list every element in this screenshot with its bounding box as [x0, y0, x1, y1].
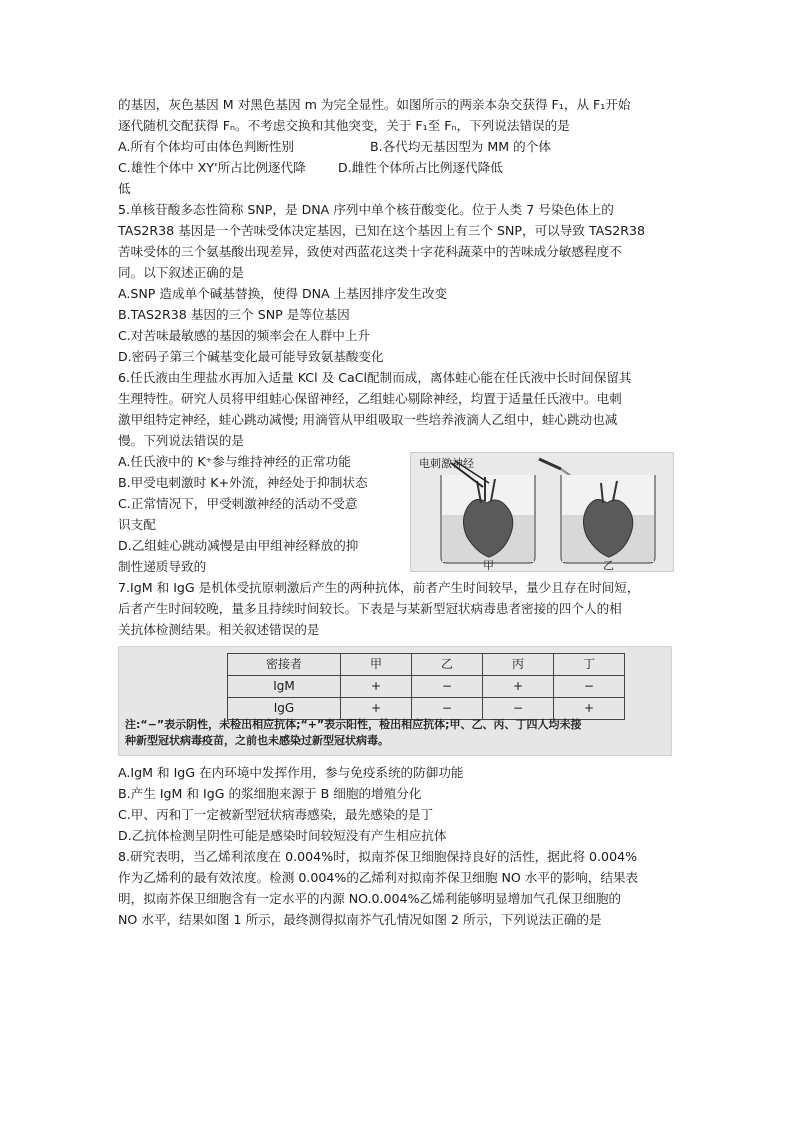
q7-option-c: C.甲、丙和丁一定被新型冠状病毒感染，最先感染的是丁 — [118, 807, 434, 822]
table-cell: + — [483, 676, 554, 698]
table-cell: IgG — [228, 698, 341, 720]
table-header-cell: 密接者 — [228, 654, 341, 676]
table-cell: − — [412, 698, 483, 720]
q4-stem-line2: 逐代随机交配获得 Fₙ。不考虑交换和其他突变，关于 F₁至 Fₙ，下列说法错误的是 — [118, 118, 570, 133]
q6-options — [118, 430, 400, 577]
q6-option-b: B.甲受电刺激时 K+外流，神经处于抑制状态 — [118, 475, 368, 490]
table-cell: − — [412, 676, 483, 698]
fig-label-yi: 乙 — [603, 559, 614, 571]
table-header-cell: 丙 — [483, 654, 554, 676]
table-cell: IgM — [228, 676, 341, 698]
q4-options-row2 — [118, 157, 680, 199]
table-header-cell: 丁 — [554, 654, 625, 676]
table-row — [228, 676, 625, 698]
table-note — [125, 717, 665, 749]
table-note-line2: 种新型冠状病毒疫苗，之前也未感染过新型冠状病毒。 — [125, 734, 389, 747]
table-header-cell: 乙 — [412, 654, 483, 676]
q5-option-c: C.对苦味最敏感的基因的频率会在人群中上升 — [118, 328, 371, 343]
table-header-row — [228, 654, 625, 676]
q8-line2: 作为乙烯利的最有效浓度。检测 0.004%的乙烯利对拟南芥保卫细胞 NO 水平的影响，结果表 — [118, 870, 639, 885]
q6-option-c-line2: 识支配 — [118, 517, 156, 532]
q6-line3: 激甲组特定神经，蛙心跳动减慢; 用滴管从甲组吸取一些培养液滴人乙组中，蛙心跳动也减 — [118, 412, 618, 427]
q5-line3: 苦味受体的三个氨基酸出现差异，致使对西蓝花这类十字花科蔬菜中的苦味成分敏感程度不 — [118, 244, 622, 259]
q4-options-row1 — [118, 136, 680, 157]
q5-option-a: A.SNP 造成单个碱基替换，使得 DNA 上基因排序发生改变 — [118, 286, 448, 301]
q8-line4: NO 水平，结果如图 1 所示，最终测得拟南芥气孔情况如图 2 所示，下列说法正确的是 — [118, 912, 602, 927]
exam-page — [118, 94, 680, 930]
q6-option-d-line1: D.乙组蛙心跳动减慢是由甲组神经释放的抑 — [118, 538, 359, 553]
q5-option-d: D.密码子第三个碱基变化最可能导致氨基酸变化 — [118, 349, 384, 364]
q8-line3: 明，拟南芥保卫细胞含有一定水平的内源 NO.0.004%乙烯利能够明显增加气孔保卫细胞的 — [118, 891, 622, 906]
q5-option-b: B.TAS2R38 基因的三个 SNP 是等位基因 — [118, 307, 350, 322]
frog-heart-figure — [410, 452, 674, 572]
antibody-table — [227, 653, 625, 720]
q6-option-a: A.任氏液中的 K⁺参与维持神经的正常功能 — [118, 454, 351, 469]
q4-stem-line1: 的基因，灰色基因 M 对黑色基因 m 为完全显性。如图所示的两亲本杂交获得 F₁，从 F₁开始 — [118, 97, 631, 112]
q4-option-d: D.雌性个体所占比例逐代降低 — [338, 160, 503, 175]
q5-line1: 5.单核苷酸多态性简称 SNP，是 DNA 序列中单个核苷酸变化。位于人类 7 号染色体上的 — [118, 202, 614, 217]
q7-line1: 7.IgM 和 IgG 是机体受抗原刺激后产生的两种抗体，前者产生时间较早，量少且存在时间短， — [118, 580, 640, 595]
q6-block — [118, 430, 680, 577]
q4-option-b: B.各代均无基因型为 MM 的个体 — [370, 139, 551, 154]
table-cell: + — [341, 698, 412, 720]
table-header-cell: 甲 — [341, 654, 412, 676]
q7-option-b: B.产生 IgM 和 IgG 的浆细胞来源于 B 细胞的增殖分化 — [118, 786, 422, 801]
q8-line1: 8.研究表明，当乙烯利浓度在 0.004%时，拟南芥保卫细胞保持良好的活性，据此将 0.004% — [118, 849, 638, 864]
q4-option-a: A.所有个体均可由体色判断性别 — [118, 139, 295, 154]
q7-line3: 关抗体检测结果。相关叙述错误的是 — [118, 622, 320, 637]
q5-line2: TAS2R38 基因是一个苦味受体决定基因，已知在这个基因上有三个 SNP，可以导致 TAS2R38 — [118, 223, 646, 238]
table-cell: + — [554, 698, 625, 720]
q6-line4: 慢。下列说法错误的是 — [118, 433, 244, 448]
table-note-line1: 注:“−”表示阴性，未检出相应抗体;“+”表示阳性，检出相应抗体;甲、乙、丙、丁四人均未接 — [125, 718, 582, 731]
q6-line1: 6.任氏液由生理盐水再加入适量 KCl 及 CaCl配制而成，离体蛙心能在任氏液中长时间保留其 — [118, 370, 632, 385]
table-cell: − — [483, 698, 554, 720]
q5-line4: 同。以下叙述正确的是 — [118, 265, 244, 280]
q7-line2: 后者产生时间较晚，量多且持续时间较长。下表是与某新型冠状病毒患者密接的四个人的相 — [118, 601, 622, 616]
q6-option-d-line2: 制性递质导致的 — [118, 559, 207, 574]
table-cell: − — [554, 676, 625, 698]
fig-label-stimulate: 电刺激神经 — [419, 457, 474, 470]
q6-line2: 生理特性。研究人员将甲组蛙心保留神经，乙组蛙心剔除神经，均置于适量任氏液中。电刺 — [118, 391, 622, 406]
table-cell: + — [341, 676, 412, 698]
antibody-table-figure — [118, 646, 672, 756]
q7-option-a: A.IgM 和 IgG 在内环境中发挥作用，参与免疫系统的防御功能 — [118, 765, 464, 780]
q4-option-c: C.雄性个体中 XY'所占比例逐代降低 — [118, 160, 306, 196]
q7-option-d: D.乙抗体检测呈阴性可能是感染时间较短没有产生相应抗体 — [118, 828, 447, 843]
q6-option-c-line1: C.正常情况下，甲受刺激神经的活动不受意 — [118, 496, 358, 511]
fig-label-jia: 甲 — [483, 559, 494, 571]
